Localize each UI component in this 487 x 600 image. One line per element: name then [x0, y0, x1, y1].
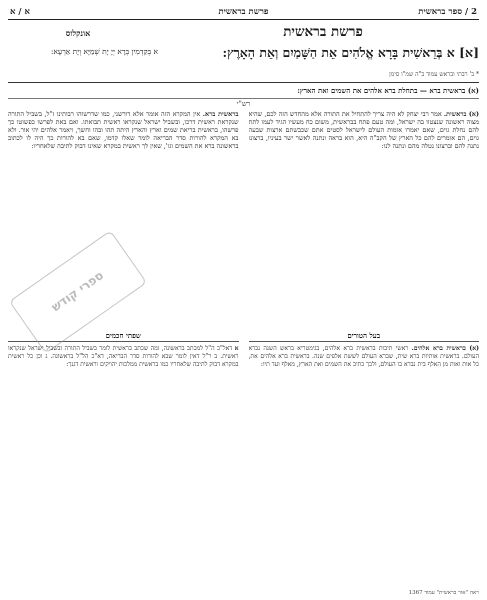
rashi-right-lead: (א) בראשית. — [443, 110, 479, 118]
verse-block — [8, 24, 479, 98]
siftei-chachamim-column — [8, 345, 239, 565]
onkelos-text: א בְּקַדְמִין בְּרָא יְיָ יָת שְׁמַיָּא וְיָת אַרְעָא: — [50, 47, 158, 56]
divider — [8, 98, 479, 99]
footer — [8, 586, 479, 596]
verse-note: * ב' רבתי ובראש עמוד ב"ה שמ"ו סימן — [389, 71, 479, 78]
book-page-label: 2 / ספר בראשית — [418, 7, 477, 17]
chapter-verse-label: א / א — [10, 7, 30, 17]
divider — [8, 82, 479, 83]
footer-reference: ראה "אור בראשית" עמוד 1367 — [408, 590, 479, 596]
watermark-stamp: ספרי קודש — [9, 230, 147, 354]
baal-haturim-heading: בעל הטורים — [249, 330, 480, 342]
baal-haturim-lead: (א) בראשית ברא אלהים. — [411, 345, 479, 352]
siftei-chachamim-lead: א — [234, 345, 239, 352]
rashi-right-text: אמר רבי יצחק לא היה צריך להתחיל את התורה אלא מהחדש הזה לכם, שהיא מצוה ראשונה שנצטוו בה ישראל, ומה טעם פתח בבראשית, משום כח מעשיו הגיד לעמו לתת להם נחלת גוים, שאם יאמרו אומות העולם לישראל לסטים אתם שכבשתם ארצות שבעה גוים, הם אומרים להם כל הארץ של הקב"ה היא, הוא בראה ונתנה לאשר ישר בעיניו, ברצונו נתנה להם וברצונו נטלה מהם ונתנה לנו: — [248, 110, 479, 151]
rashi-right-column — [249, 110, 480, 326]
running-head — [8, 4, 479, 20]
rashi-columns — [8, 110, 479, 326]
onkelos-label: אונקלוס — [65, 28, 91, 38]
commentary-headings — [8, 330, 479, 342]
parsha-head-label: פרשת בראשית — [218, 7, 269, 17]
rashi-label: רש"י — [236, 100, 251, 108]
baal-haturim-column — [249, 345, 480, 565]
rashi-left-text: אין המקרא הזה אומר אלא דורשני, כמו שדרשוהו רבותינו ז"ל, בשביל התורה שנקראת ראשית דרכו, ובשביל ישראל שנקראו ראשית תבואתו. ואם באת לפרשו כפשוטו כך פרשהו, בראשית בריאת שמים וארץ והארץ היתה תהו ובהו וחשך, ויאמר אלהים יהי אור. ולא בא המקרא להורות סדר הבריאה לומר שאלו קדמו, שאם בא להורות כך היה לו לכתוב בראשונה ברא את השמים וגו', שאין לך ראשית במקרא שאינו דבוק לתיבה שלאחריו: — [8, 110, 239, 151]
siftei-chachamim-text: דאל"כ ה"ל למכתב בראשונה, ומה שכתב בראשית לומר בשביל התורה ובשביל ישראל שנקראו ראשית. ב ר"ל דאין לומר שבא להורות סדר הבריאה, דא"כ הל"ל בראשונה. ג וכן כל ראשית במקרא דבוק לתיבה שלאחריו כמו בראשית ממלכות יהויקים וראשית דגנך: — [8, 345, 239, 368]
rashi-left-lead: בראשית ברא. — [202, 110, 239, 118]
siftei-chachamim-heading: שפתי חכמים — [8, 330, 239, 342]
verse-text: [א] א בְּרֵאשִׁית בָּרָא אֱלֹהִים אֵת הַשָּׁמַיִם וְאֵת הָאָרֶץ: — [222, 45, 479, 60]
parsha-title: פרשת בראשית — [283, 24, 363, 40]
lower-commentary — [8, 345, 479, 565]
dibur-hamatchil: (א) בראשית ברא — בתחלת ברא אלהים את השמים ואת הארץ: — [297, 86, 479, 95]
baal-haturim-text: ראשי תיבות בראשית ברא אלהים, בגימטריא בראש השנה נברא העולם. בראשית אותיות ברא שית, שברא העולם לששת אלפים שנה. בראשית ברא אלהים את, כל אות ואות מן האלף בית נברא בו העולם, ולכך כתיב את השמים ואת הארץ, מאלף ועד תיו: — [248, 345, 479, 368]
